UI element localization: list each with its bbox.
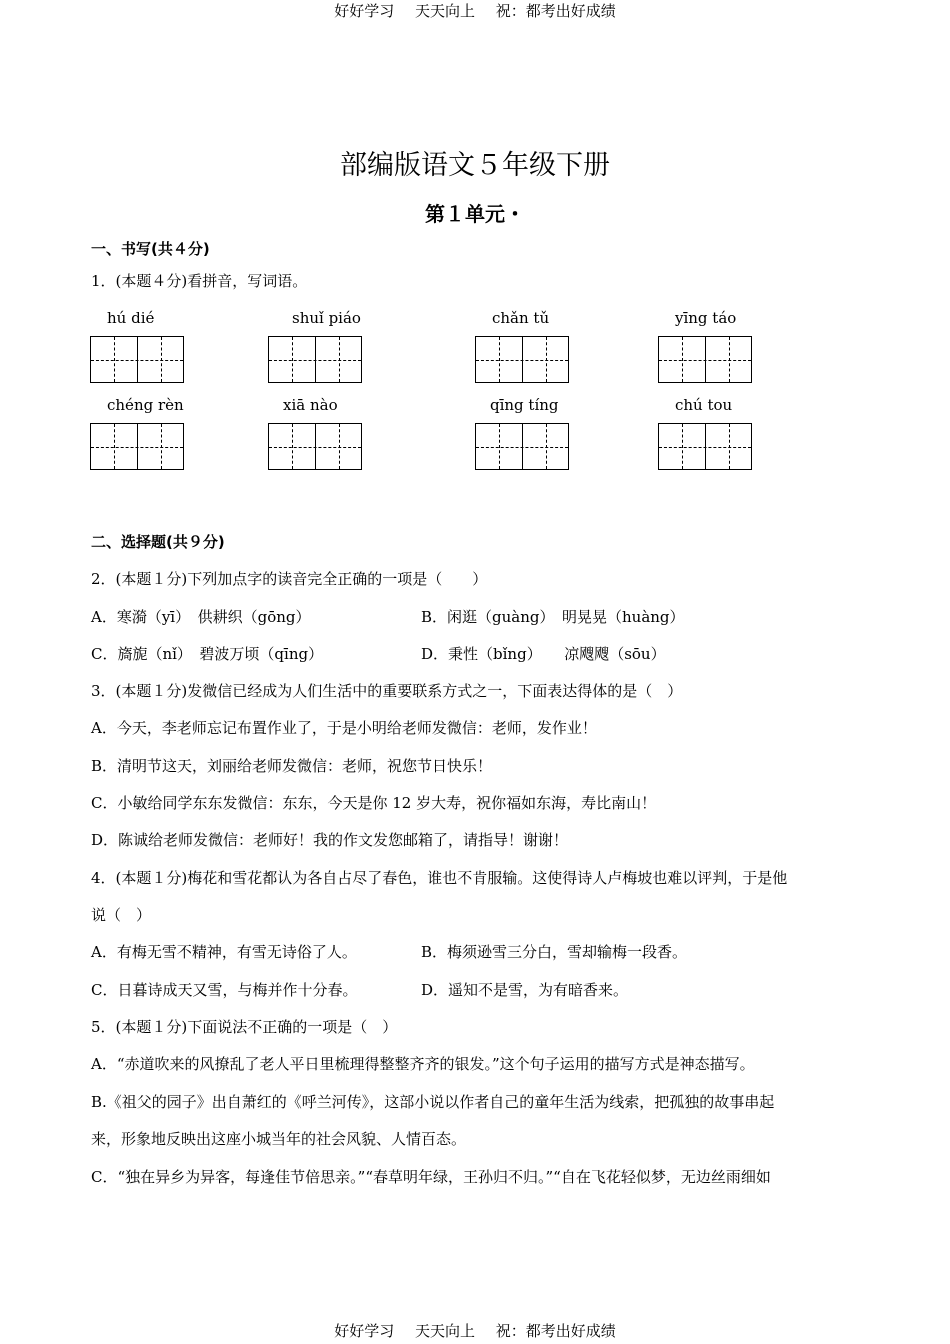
question-3-stem: 3．(本题１分)发微信已经成为人们生活中的重要联系方式之一，下面表达得体的是（ ） [91, 682, 683, 700]
pinyin-label: chú tou [675, 396, 733, 414]
option-a[interactable]: A．今天，李老师忘记布置作业了，于是小明给老师发微信：老师，发作业！ [91, 719, 597, 737]
footer-text-left: 好好学习 [334, 1322, 395, 1340]
pinyin-label: chéng rèn [107, 396, 184, 414]
writing-grid[interactable] [90, 423, 184, 470]
writing-grid[interactable] [658, 423, 752, 470]
writing-grid[interactable] [475, 423, 569, 470]
option-c[interactable]: C．小敏给同学东东发微信：东东，今天是你 12 岁大寿，祝你福如东海，寿比南山！ [91, 794, 657, 812]
question-4-row-1 [91, 941, 688, 962]
option-a[interactable]: A．有梅无雪不精神，有雪无诗俗了人。 [91, 943, 357, 961]
option-d[interactable]: D．陈诚给老师发微信：老师好！我的作文发您邮箱了，请指导！谢谢！ [91, 831, 569, 849]
writing-grid[interactable] [475, 336, 569, 383]
section-choice-heading: 二、选择题(共９分) [91, 533, 225, 551]
option-d[interactable]: D．秉性（bǐng） 凉飕飕（sōu） [421, 645, 666, 663]
pinyin-label: hú dié [107, 309, 155, 327]
question-2-row-1 [91, 606, 685, 627]
option-b-cont: 来，形象地反映出这座小城当年的社会风貌、人情百态。 [91, 1130, 467, 1148]
pinyin-label: xiā nào [283, 396, 338, 414]
question-4-stem-cont: 说（ ） [91, 906, 152, 924]
header-text-right: 祝：都考出好成绩 [495, 2, 616, 20]
header-text-mid: 天天向上 [414, 2, 475, 20]
page-header [0, 0, 950, 21]
option-b[interactable]: B．清明节这天，刘丽给老师发微信：老师，祝您节日快乐！ [91, 757, 493, 775]
writing-grid[interactable] [658, 336, 752, 383]
option-d[interactable]: D．遥知不是雪，为有暗香来。 [421, 981, 629, 999]
pinyin-label: qīng tíng [490, 396, 559, 414]
question-2-stem: 2．(本题１分)下列加点字的读音完全正确的一项是（ ） [91, 570, 488, 588]
page-footer [0, 1320, 950, 1341]
option-c[interactable]: C．日暮诗成天又雪，与梅并作十分春。 [91, 981, 358, 999]
footer-text-mid: 天天向上 [414, 1322, 475, 1340]
footer-text-right: 祝：都考出好成绩 [495, 1322, 616, 1340]
pinyin-label: shuǐ piáo [292, 309, 361, 327]
option-b[interactable]: B.《祖父的园子》出自萧红的《呼兰河传》，这部小说以作者自己的童年生活为线索，把孤独的故事串起 [91, 1093, 775, 1111]
pinyin-label: yīng táo [675, 309, 737, 327]
question-1-stem: 1．(本题４分)看拼音，写词语。 [91, 272, 308, 290]
writing-grid[interactable] [90, 336, 184, 383]
question-2-row-2 [91, 643, 666, 664]
page-subtitle: 第１单元・ [425, 202, 525, 226]
question-4-row-2 [91, 979, 629, 1000]
writing-grid[interactable] [268, 336, 362, 383]
header-text-left: 好好学习 [334, 2, 395, 20]
page-title: 部编版语文５年级下册 [340, 150, 610, 181]
option-c[interactable]: C．“独在异乡为异客，每逢佳节倍思亲。”“春草明年绿，王孙归不归。”“自在飞花轻似梦，无边丝雨细如 [91, 1168, 771, 1186]
option-a[interactable]: A．“赤道吹来的风撩乱了老人平日里梳理得整整齐齐的银发。”这个句子运用的描写方式是神态描写。 [91, 1055, 755, 1073]
option-b[interactable]: B．闲逛（guàng） 明晃晃（huàng） [421, 608, 685, 626]
section-writing-heading: 一、书写(共４分) [91, 240, 210, 258]
question-5-stem: 5．(本题１分)下面说法不正确的一项是（ ） [91, 1018, 398, 1036]
option-c[interactable]: C．旖旎（nǐ） 碧波万顷（qīng） [91, 645, 324, 663]
writing-grid[interactable] [268, 423, 362, 470]
question-4-stem: 4．(本题１分)梅花和雪花都认为各自占尽了春色，谁也不肯服输。这使得诗人卢梅坡也难以评判，于是他 [91, 869, 788, 887]
option-b[interactable]: B．梅须逊雪三分白，雪却输梅一段香。 [421, 943, 688, 961]
option-a[interactable]: A．寒漪（yī） 供耕织（gōng） [91, 608, 311, 626]
pinyin-label: chǎn tǔ [492, 309, 550, 327]
